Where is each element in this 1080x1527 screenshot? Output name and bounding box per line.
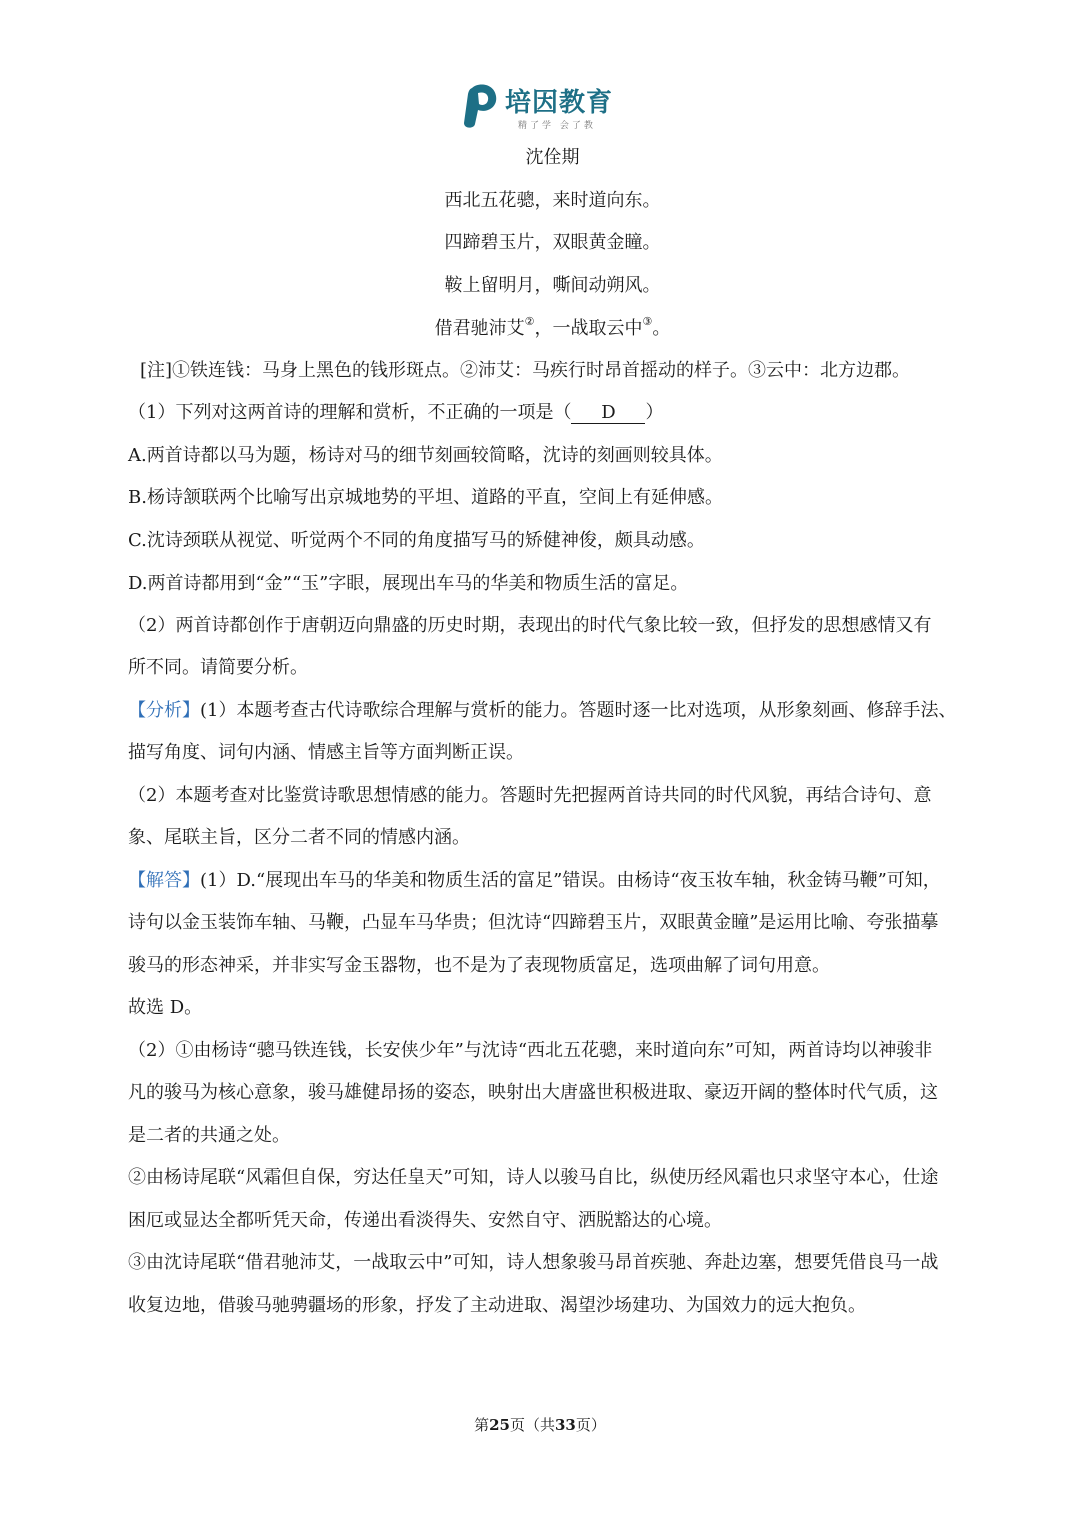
footer-page-number: 25 (489, 1416, 510, 1434)
footer-suffix: 页） (575, 1416, 606, 1434)
analysis-p1-line-2: 描写角度、词句内涵、情感主旨等方面判断正误。 (128, 742, 524, 763)
poem-line-4-part-b: ，一战取云中 (534, 318, 643, 339)
poem-line-1: 西北五花骢，来时道向东。 (444, 190, 661, 211)
analysis-p2-line-1: （2）本题考查对比鉴赏诗歌思想情感的能力。答题时先把握两首诗共同的时代风貌，再结合诗句、意 (128, 785, 932, 806)
question-1-stem-close: ） (645, 402, 664, 423)
solution-p2-line-1: （2）①由杨诗“骢马铁连钱，长安侠少年”与沈诗“西北五花骢，来时道向东”可知，两首诗均以神骏非 (128, 1040, 933, 1061)
question-1-stem-text: （1）下列对这两首诗的理解和赏析，不正确的一项是（ (128, 402, 572, 423)
logo-slogan: 精了学 会了教 (518, 121, 596, 131)
solution-p3-line-1: ②由杨诗尾联“风霜但自保，穷达任皇天”可知，诗人以骏马自比，纵使历经风霜也只求坚守本心，仕途 (128, 1167, 939, 1188)
poem-line-4-part-a: 借君驰沛艾 (434, 318, 525, 339)
solution-p4-line-2: 收复边地，借骏马驰骋疆场的形象，抒发了主动进取、渴望沙场建功、为国效力的远大抱负。 (128, 1295, 866, 1316)
solution-p1-line-3: 骏马的形态神采，并非实写金玉器物，也不是为了表现物质富足，选项曲解了词句用意。 (128, 955, 830, 976)
solution-p2-line-2: 凡的骏马为核心意象，骏马雄健昂扬的姿态，映射出大唐盛世积极进取、豪迈开阔的整体时代气质，这 (128, 1082, 938, 1103)
solution-p3-line-2: 困厄或显达全都听凭天命，传递出看淡得失、安然自守、洒脱豁达的心境。 (128, 1210, 722, 1231)
poem-line-4-part-c: 。 (652, 318, 671, 339)
logo-name: 培因教育 (505, 88, 614, 118)
option-a: A.两首诗都以马为题，杨诗对马的细节刻画较简略，沈诗的刻画则较具体。 (128, 445, 723, 466)
footnote-mark-2: ② (524, 315, 535, 328)
solution-tag: 【解答】 (128, 870, 200, 891)
solution-p4-line-1: ③由沈诗尾联“借君驰沛艾，一战取云中”可知，诗人想象骏马昂首疾驰、奔赴边塞，想要凭借良马一战 (128, 1252, 939, 1273)
logo-p-icon (458, 80, 502, 132)
solution-p2-line-3: 是二者的共通之处。 (128, 1125, 290, 1146)
answer-blank: D (571, 403, 645, 424)
question-2-line-1: （2）两首诗都创作于唐朝迈向鼎盛的历史时期，表现出的时代气象比较一致，但抒发的思想感情又有 (128, 615, 932, 636)
page-footer (0, 1414, 1080, 1436)
option-c: C.沈诗颈联从视觉、听觉两个不同的角度描写马的矫健神俊，颇具动感。 (128, 530, 705, 551)
footnote-mark-3: ③ (642, 315, 653, 328)
poem-line-2: 四蹄碧玉片，双眼黄金瞳。 (444, 232, 661, 253)
analysis-p2-line-2: 象、尾联主旨，区分二者不同的情感内涵。 (128, 827, 470, 848)
footer-total-pages: 33 (555, 1416, 576, 1434)
solution-p1-line-1 (128, 869, 941, 893)
question-2-line-2: 所不同。请简要分析。 (128, 657, 308, 678)
poem-note: [注]①铁连钱：马身上黑色的钱形斑点。②沛艾：马疾行时昂首摇动的样子。③云中：北方边郡。 (140, 360, 911, 381)
solution-choice: 故选 D。 (128, 997, 203, 1018)
question-1-stem (128, 401, 663, 425)
brand-logo (458, 80, 638, 136)
footer-prefix: 第 (474, 1416, 490, 1434)
analysis-p1-line-1 (128, 699, 956, 723)
option-b: B.杨诗颔联两个比喻写出京城地势的平坦、道路的平直，空间上有延伸感。 (128, 487, 723, 508)
poem-line-4 (0, 317, 1080, 343)
poem-author: 沈佺期 (525, 147, 580, 168)
poem-line-3: 鞍上留明月，嘶间动朔风。 (444, 275, 661, 296)
solution-p1-line-1-text: (1）D.“展现出车马的华美和物质生活的富足”错误。由杨诗“夜玉妆车轴，秋金铸马鞭”可知， (200, 870, 941, 891)
analysis-p1-line-1-text: (1）本题考查古代诗歌综合理解与赏析的能力。答题时逐一比对选项，从形象刻画、修辞手法、 (200, 700, 957, 721)
solution-p1-line-2: 诗句以金玉装饰车轴、马鞭，凸显车马华贵；但沈诗“四蹄碧玉片，双眼黄金瞳”是运用比喻、夸张描摹 (128, 912, 939, 933)
footer-middle: 页（共 (509, 1416, 555, 1434)
analysis-tag: 【分析】 (128, 700, 200, 721)
option-d: D.两首诗都用到“金”“玉”字眼，展现出车马的华美和物质生活的富足。 (128, 573, 689, 594)
